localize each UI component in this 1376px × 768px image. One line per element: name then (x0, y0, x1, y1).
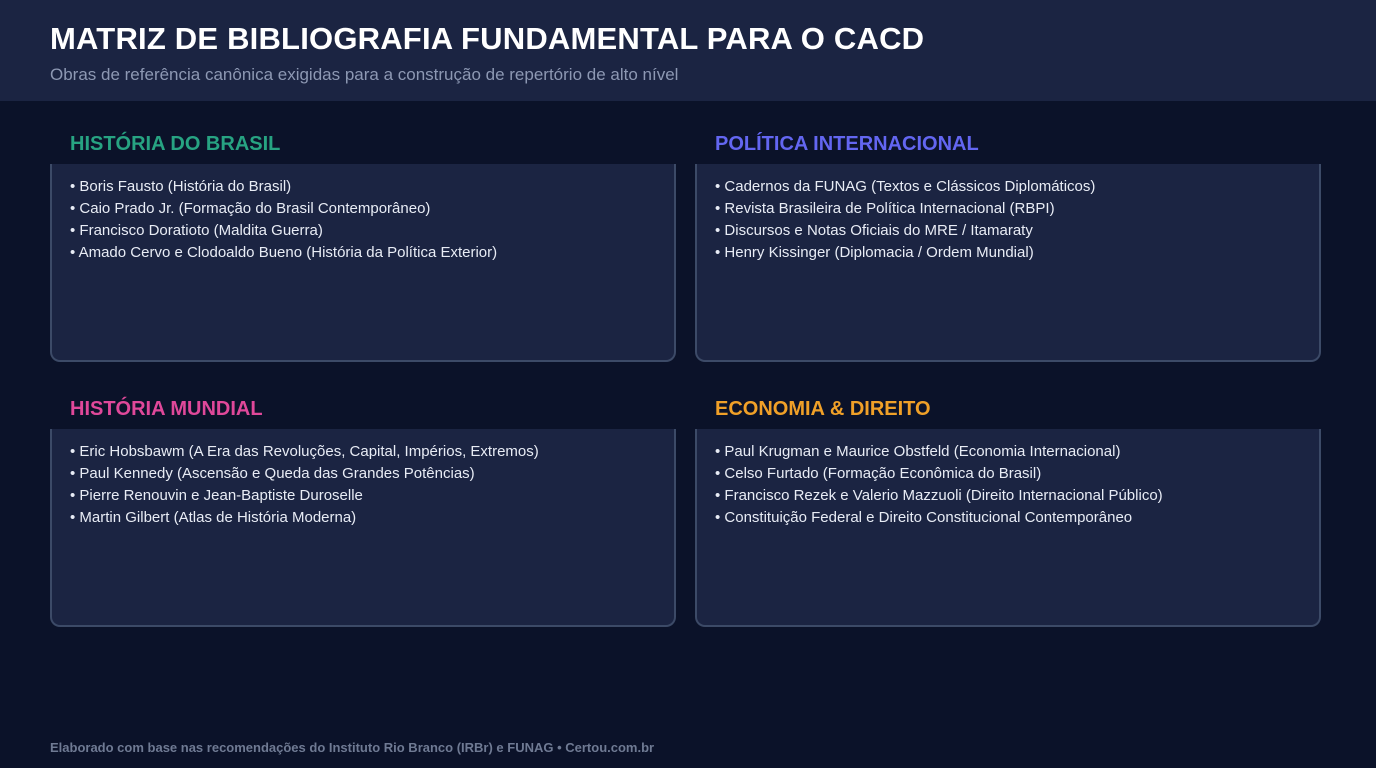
list-item: • Henry Kissinger (Diplomacia / Ordem Mundial) (715, 244, 1034, 261)
section-title: HISTÓRIA DO BRASIL (70, 133, 281, 155)
page-subtitle: Obras de referência canônica exigidas para a construção de repertório de alto nível (50, 65, 679, 84)
reading-list (697, 429, 1319, 529)
list-item: • Revista Brasileira de Política Internacional (RBPI) (715, 200, 1055, 217)
header (0, 0, 1376, 101)
list-item: • Discursos e Notas Oficiais do MRE / Itamaraty (715, 222, 1033, 239)
list-item: • Eric Hobsbawm (A Era das Revoluções, Capital, Impérios, Extremos) (70, 443, 539, 460)
list-item: • Martin Gilbert (Atlas de História Moderna) (70, 509, 357, 526)
section-card (695, 164, 1321, 362)
list-item: • Constituição Federal e Direito Constitucional Contemporâneo (715, 509, 1133, 526)
section-card (50, 429, 676, 627)
section-title: HISTÓRIA MUNDIAL (70, 398, 263, 420)
list-item: • Paul Krugman e Maurice Obstfeld (Economia Internacional) (715, 443, 1121, 460)
list-item: • Caio Prado Jr. (Formação do Brasil Contemporâneo) (70, 200, 431, 217)
section-title: ECONOMIA & DIREITO (715, 398, 931, 420)
footer-credit: Elaborado com base nas recomendações do Instituto Rio Branco (IRBr) e FUNAG • Certou.com.br (50, 740, 655, 755)
section-historia-mundial (50, 395, 676, 631)
section-title: POLÍTICA INTERNACIONAL (715, 133, 979, 155)
page-title: MATRIZ DE BIBLIOGRAFIA FUNDAMENTAL PARA O CACD (50, 21, 925, 56)
section-card (695, 429, 1321, 627)
list-item: • Cadernos da FUNAG (Textos e Clássicos Diplomáticos) (715, 178, 1096, 195)
list-item: • Francisco Rezek e Valerio Mazzuoli (Direito Internacional Público) (715, 487, 1163, 504)
list-item: • Boris Fausto (História do Brasil) (70, 178, 292, 195)
list-item: • Celso Furtado (Formação Econômica do Brasil) (715, 465, 1042, 482)
list-item: • Pierre Renouvin e Jean-Baptiste Duroselle (70, 487, 363, 504)
section-historia-do-brasil (50, 130, 676, 366)
reading-list (52, 429, 674, 529)
list-item: • Paul Kennedy (Ascensão e Queda das Grandes Potências) (70, 465, 475, 482)
section-economia-direito (695, 395, 1321, 631)
list-item: • Francisco Doratioto (Maldita Guerra) (70, 222, 323, 239)
reading-list (697, 164, 1319, 264)
section-card (50, 164, 676, 362)
section-politica-internacional (695, 130, 1321, 366)
reading-list (52, 164, 674, 264)
list-item: • Amado Cervo e Clodoaldo Bueno (História da Política Exterior) (70, 244, 498, 261)
